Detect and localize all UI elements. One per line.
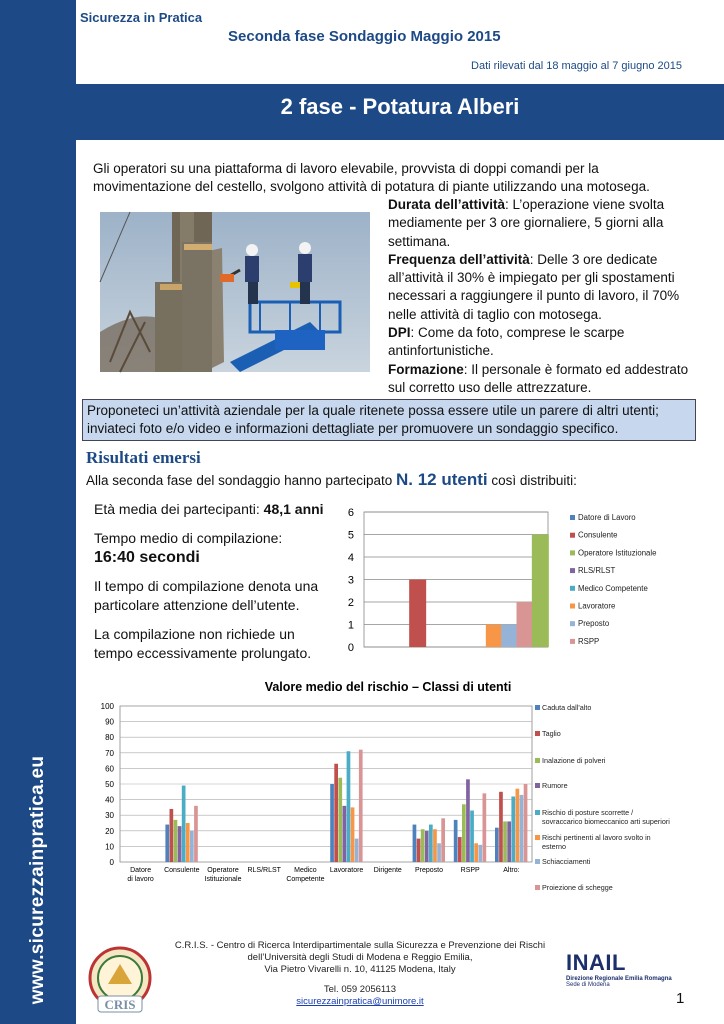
y-tick-label: 20 bbox=[105, 826, 114, 836]
site-url[interactable]: www.sicurezzainpratica.eu bbox=[27, 755, 48, 1005]
bar bbox=[503, 821, 507, 862]
legend-swatch bbox=[535, 705, 540, 710]
y-tick-label: 0 bbox=[109, 858, 114, 867]
bar bbox=[409, 580, 426, 648]
bar bbox=[359, 750, 363, 862]
risk-chart bbox=[82, 672, 670, 912]
inail-name: INAIL bbox=[566, 950, 626, 975]
callout-box: Proponeteci un’attività aziendale per la quale ritenete possa essere utile un parere di altri utenti; inviateci foto e/o video e informazioni dettagliate per promuovere un sondaggio specifico. bbox=[82, 399, 696, 441]
chart-title: Valore medio del rischio – Classi di utenti bbox=[264, 680, 512, 694]
legend-label: RLS/RLST bbox=[578, 566, 616, 576]
training-label: Formazione bbox=[388, 361, 464, 377]
brand-title: Sicurezza in Pratica bbox=[80, 10, 203, 25]
legend-label: Inalazione di polveri bbox=[542, 756, 606, 765]
legend-swatch bbox=[570, 586, 575, 591]
legend-swatch bbox=[570, 568, 575, 573]
frequency-text: : Delle 3 ore dedicate all’attività il 30% è impiegato per gli spostamenti necessari a raggiungere il punto di lavoro, il 70% nelle attività di taglio con motosega. bbox=[388, 251, 680, 322]
x-tick-label: Datore bbox=[130, 867, 152, 874]
bar bbox=[520, 795, 524, 862]
bar bbox=[486, 625, 503, 648]
legend-label-cont: sovraccarico biomeccanico arti superiori bbox=[542, 817, 670, 826]
x-tick-label: Operatore bbox=[207, 867, 239, 874]
x-tick-label: Competente bbox=[286, 876, 325, 883]
x-tick-label: Istituzionale bbox=[204, 876, 242, 883]
bar bbox=[532, 535, 549, 648]
note-1: Il tempo di compilazione denota una particolare attenzione dell’utente. bbox=[94, 578, 319, 613]
intro-paragraph: Gli operatori su una piattaforma di lavoro elevabile, provvista di doppi comandi per la movimentazione del cestello, svolgono attività di potatura di piante utilizzando una motosega. bbox=[93, 161, 650, 194]
x-tick-label: Lavoratore bbox=[329, 867, 364, 874]
legend-swatch bbox=[570, 550, 575, 555]
duration-text: : L’operazione viene svolta mediamente per 3 ore giornaliere, 5 giorni alla settimana. bbox=[388, 197, 665, 249]
cris-logo-text: CRIS bbox=[104, 997, 136, 1012]
y-tick-label: 30 bbox=[105, 811, 114, 821]
bar bbox=[483, 793, 487, 862]
legend-label: Rischi pertinenti al lavoro svolto in bbox=[542, 833, 651, 842]
bar bbox=[470, 811, 474, 862]
cris-logo bbox=[84, 944, 156, 1016]
participants-count: N. 12 utenti bbox=[395, 470, 488, 489]
results-intro bbox=[86, 470, 577, 490]
x-tick-label: Preposto bbox=[414, 867, 444, 874]
age-line bbox=[94, 500, 334, 519]
legend-label: Rischio di posture scorrette / bbox=[542, 808, 634, 817]
results-heading: Risultati emersi bbox=[86, 448, 201, 467]
y-tick-label: 5 bbox=[347, 529, 354, 542]
age-label: Età media dei partecipanti: bbox=[94, 501, 264, 517]
footer-line-2: dell’Università degli Studi di Modena e Reggio Emilia, bbox=[247, 952, 473, 963]
legend-label: Lavoratore bbox=[578, 601, 616, 611]
x-tick-label: Consulente bbox=[164, 867, 200, 874]
legend-swatch bbox=[570, 621, 575, 626]
duration-label: Durata dell’attività bbox=[388, 197, 506, 212]
legend-label: Consulente bbox=[578, 530, 618, 540]
bar bbox=[454, 820, 458, 862]
y-tick-label: 80 bbox=[105, 733, 114, 743]
bar bbox=[517, 602, 534, 647]
y-tick-label: 1 bbox=[347, 619, 354, 632]
bar bbox=[499, 792, 503, 862]
bar bbox=[343, 806, 347, 862]
bar bbox=[478, 845, 482, 862]
y-tick-label: 100 bbox=[100, 702, 114, 711]
training-text: : Il personale è formato ed addestrato sul corretto uso delle attrezzature. bbox=[388, 361, 689, 395]
legend-swatch bbox=[535, 859, 540, 864]
frequency-label: Frequenza dell’attività bbox=[388, 251, 530, 267]
y-tick-label: 4 bbox=[347, 552, 354, 564]
bar bbox=[441, 818, 445, 862]
y-tick-label: 3 bbox=[347, 574, 354, 587]
bar bbox=[466, 779, 470, 862]
stats-block bbox=[94, 500, 334, 673]
age-value: 48,1 anni bbox=[263, 501, 324, 517]
bar bbox=[330, 784, 334, 862]
inail-office: Sede di Modena bbox=[566, 982, 610, 988]
legend-swatch bbox=[535, 783, 540, 788]
bar bbox=[351, 807, 355, 862]
sidebar bbox=[0, 0, 76, 1024]
bar bbox=[190, 831, 194, 862]
y-tick-label: 10 bbox=[105, 842, 114, 852]
page-subtitle: Seconda fase Sondaggio Maggio 2015 bbox=[228, 28, 501, 45]
legend-swatch bbox=[570, 533, 575, 538]
bar bbox=[511, 796, 515, 862]
bar bbox=[174, 820, 178, 862]
y-tick-label: 50 bbox=[105, 780, 114, 789]
training-paragraph bbox=[388, 361, 693, 398]
legend-label: Operatore Istituzionale bbox=[578, 548, 657, 558]
y-tick-label: 60 bbox=[105, 764, 114, 774]
bar bbox=[186, 823, 190, 862]
bar bbox=[417, 839, 421, 862]
bar bbox=[170, 809, 174, 862]
x-tick-label: di lavoro bbox=[127, 876, 154, 883]
survey-dates: Dati rilevati dal 18 maggio al 7 giugno 2015 bbox=[471, 60, 682, 72]
bar bbox=[347, 751, 351, 862]
legend-label: Preposto bbox=[578, 619, 610, 629]
y-tick-label: 90 bbox=[105, 717, 114, 727]
duration-paragraph bbox=[388, 196, 693, 251]
inail-region: Direzione Regionale Emilia Romagna bbox=[566, 976, 672, 982]
activity-details bbox=[388, 196, 693, 397]
legend-swatch bbox=[570, 515, 575, 520]
title-banner bbox=[76, 84, 724, 140]
results-intro-after: così distribuiti: bbox=[487, 473, 577, 488]
legend-label: Datore di Lavoro bbox=[578, 513, 636, 522]
y-tick-label: 2 bbox=[347, 597, 354, 609]
footer-line-3: Via Pietro Vivarelli n. 10, 41125 Modena, Italy bbox=[264, 964, 456, 975]
inail-logo bbox=[566, 950, 696, 988]
tree-pruning-photo bbox=[100, 212, 370, 372]
legend-label: Taglio bbox=[542, 729, 561, 738]
x-tick-label: RSPP bbox=[460, 867, 480, 874]
bar bbox=[462, 804, 466, 862]
legend-label: Rumore bbox=[542, 781, 568, 790]
participants-chart bbox=[338, 500, 658, 660]
y-tick-label: 40 bbox=[105, 795, 114, 805]
footer bbox=[160, 940, 560, 1008]
bar bbox=[182, 786, 186, 862]
frequency-paragraph bbox=[388, 251, 693, 324]
legend-label: Caduta dall'alto bbox=[542, 703, 592, 712]
note-2: La compilazione non richiede un tempo eccessivamente prolungato. bbox=[94, 626, 312, 661]
legend-label: Schiacciamenti bbox=[542, 857, 591, 866]
bar bbox=[516, 789, 520, 862]
bar bbox=[355, 839, 359, 862]
bar bbox=[437, 843, 441, 862]
bar bbox=[507, 821, 511, 862]
time-label: Tempo medio di compilazione: bbox=[94, 530, 283, 546]
dpi-paragraph bbox=[388, 324, 693, 361]
footer-line-1: C.R.I.S. - Centro di Ricerca Interdipartimentale sulla Sicurezza e Prevenzione dei Rischi bbox=[174, 940, 546, 951]
bar bbox=[495, 828, 499, 862]
y-tick-label: 0 bbox=[347, 642, 354, 654]
bar bbox=[429, 825, 433, 862]
time-value: 16:40 secondi bbox=[94, 549, 200, 566]
bar bbox=[413, 825, 417, 862]
bar bbox=[165, 825, 169, 862]
time-line bbox=[94, 529, 334, 567]
legend-swatch bbox=[570, 639, 575, 644]
legend-swatch bbox=[535, 810, 540, 815]
bar bbox=[425, 831, 429, 862]
legend-swatch bbox=[535, 835, 540, 840]
bar bbox=[501, 625, 518, 648]
legend-swatch bbox=[535, 758, 540, 763]
legend-swatch bbox=[535, 885, 540, 890]
legend-swatch bbox=[535, 731, 540, 736]
bar bbox=[474, 843, 478, 862]
legend-label: Proiezione di schegge bbox=[542, 883, 613, 892]
legend-label: RSPP bbox=[578, 636, 600, 646]
bar bbox=[334, 764, 338, 862]
x-tick-label: Medico bbox=[294, 867, 317, 874]
bar bbox=[178, 826, 182, 862]
dpi-label: DPI bbox=[388, 325, 411, 341]
x-tick-label: RLS/RLST bbox=[247, 867, 281, 874]
bar bbox=[433, 829, 437, 862]
legend-swatch bbox=[570, 604, 575, 609]
bar bbox=[338, 778, 342, 862]
page-title: 2 fase - Potatura Alberi bbox=[280, 94, 520, 119]
y-tick-label: 6 bbox=[347, 507, 354, 519]
footer-email-link[interactable]: sicurezzainpratica@unimore.it bbox=[296, 996, 424, 1007]
bar bbox=[524, 784, 528, 862]
results-intro-before: Alla seconda fase del sondaggio hanno partecipato bbox=[86, 473, 396, 488]
legend-label-cont: esterno bbox=[542, 842, 566, 851]
bar bbox=[194, 806, 198, 862]
y-tick-label: 70 bbox=[105, 748, 114, 758]
page-number: 1 bbox=[676, 990, 685, 1007]
dpi-text: : Come da foto, comprese le scarpe antinfortunistiche. bbox=[388, 325, 625, 359]
x-tick-label: Dirigente bbox=[373, 867, 402, 874]
x-tick-label: Altro: bbox=[503, 867, 520, 874]
legend-label: Medico Competente bbox=[578, 583, 648, 593]
bar bbox=[458, 837, 462, 862]
bar bbox=[421, 829, 425, 862]
footer-phone: Tel. 059 2056113 bbox=[323, 984, 397, 995]
